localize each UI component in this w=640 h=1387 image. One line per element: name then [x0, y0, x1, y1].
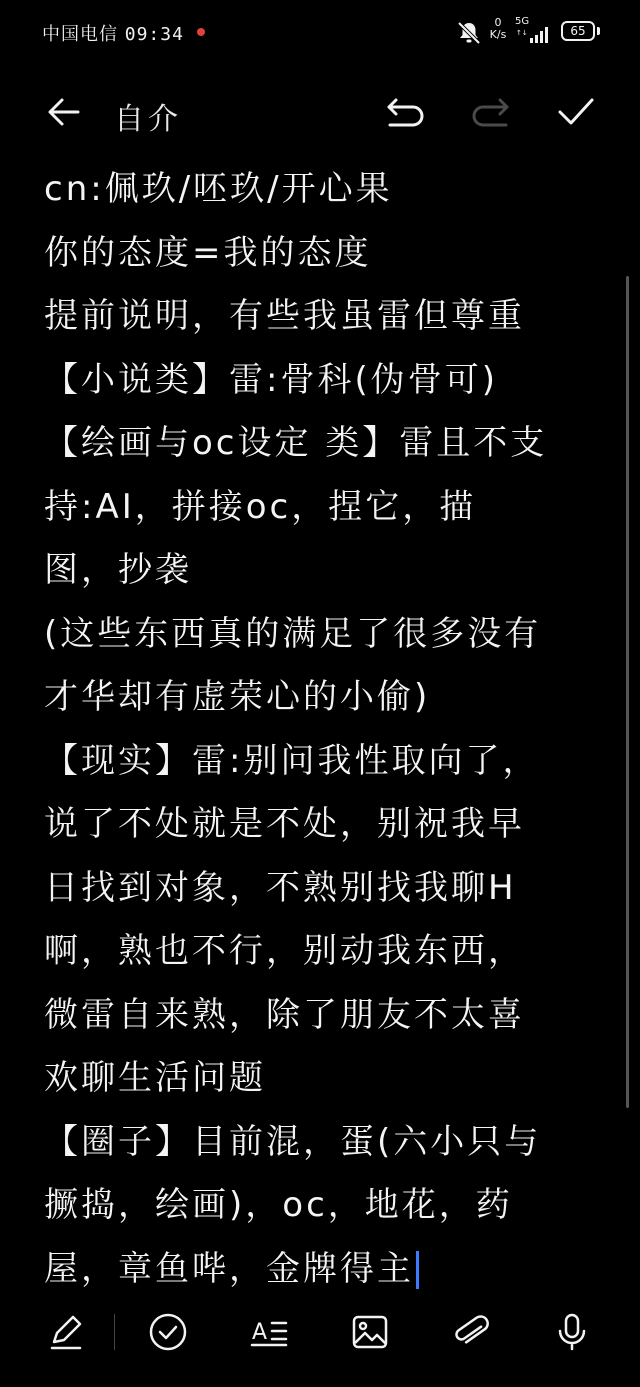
network-speed-unit: K/s: [489, 28, 507, 41]
note-line: 撅捣，绘画)，oc，地花，药: [44, 1185, 513, 1225]
note-line: 图，抄袭: [44, 550, 192, 590]
microphone-icon: [551, 1311, 593, 1353]
note-line: 说了不处就是不处，别祝我早: [44, 804, 525, 844]
bottom-toolbar: [0, 1300, 640, 1364]
note-line: 欢聊生活问题: [44, 1058, 266, 1098]
undo-button[interactable]: [382, 88, 430, 136]
scrollbar[interactable]: [626, 276, 629, 1108]
status-bar: [0, 0, 640, 64]
note-line: 【小说类】雷:骨科(伪骨可): [44, 359, 498, 400]
toolbar-separator: [114, 1314, 115, 1350]
note-line: 【现实】雷:别问我性取向了，: [44, 740, 540, 781]
attachment-icon: [450, 1311, 492, 1353]
battery-icon: [561, 21, 595, 41]
attachment-button[interactable]: [447, 1308, 495, 1356]
done-button[interactable]: [552, 88, 600, 136]
battery-tip: [597, 27, 600, 35]
carrier-and-time: [42, 20, 184, 46]
svg-text:A: A: [252, 1320, 268, 1345]
status-time: 09:34: [124, 24, 184, 45]
text-format-icon: [248, 1311, 290, 1353]
note-line: 【绘画与oc设定 类】雷且不支: [44, 423, 548, 463]
note-body[interactable]: [44, 158, 604, 1301]
checklist-button[interactable]: [144, 1308, 192, 1356]
redo-icon: [468, 94, 512, 130]
signal-strength-icon: [516, 25, 552, 43]
note-line: 啊，熟也不行，别动我东西，: [44, 931, 525, 971]
note-title[interactable]: 自介: [114, 102, 182, 137]
checklist-icon: [147, 1311, 189, 1353]
image-icon: [349, 1311, 391, 1353]
arrow-left-icon: [44, 92, 84, 132]
text-cursor: [416, 1251, 419, 1289]
note-line-last: [44, 1238, 604, 1302]
editor-toolbar: [0, 80, 640, 144]
check-icon: [556, 92, 596, 132]
note-line: 微雷自来熟，除了朋友不太喜: [44, 994, 525, 1035]
note-line: 日找到对象，不熟别找我聊H: [44, 867, 517, 908]
note-line: 你的态度=我的态度: [44, 232, 372, 273]
pen-icon: [46, 1312, 86, 1352]
svg-text:↑↓: ↑↓: [516, 29, 528, 37]
undo-icon: [384, 94, 428, 130]
note-line: 提前说明，有些我虽雷但尊重: [44, 296, 525, 336]
insert-image-button[interactable]: [346, 1308, 394, 1356]
note-line: 【圈子】目前混，蛋(六小只与: [44, 1121, 542, 1162]
note-line-text: 屋，章鱼哔，金牌得主: [44, 1248, 414, 1289]
carrier-name: 中国电信: [42, 24, 118, 45]
mute-bell-icon: [456, 20, 482, 46]
network-type: 5G: [515, 16, 530, 27]
back-button[interactable]: [40, 88, 88, 136]
network-speed: [486, 17, 510, 41]
note-line: 持:AI，拼接oc，捏它，描: [44, 486, 477, 527]
voice-input-button[interactable]: [548, 1308, 596, 1356]
note-line: (这些东西真的满足了很多没有: [44, 613, 542, 654]
recording-indicator-dot: [197, 28, 205, 36]
note-line: cn:佩玖/呸玖/开心果: [44, 169, 393, 209]
redo-button[interactable]: [466, 88, 514, 136]
handwriting-button[interactable]: [42, 1308, 90, 1356]
note-line: 才华却有虚荣心的小偷): [44, 677, 431, 717]
text-format-button[interactable]: [245, 1308, 293, 1356]
network-speed-value: 0: [494, 16, 502, 29]
battery-level: 65: [570, 24, 586, 38]
